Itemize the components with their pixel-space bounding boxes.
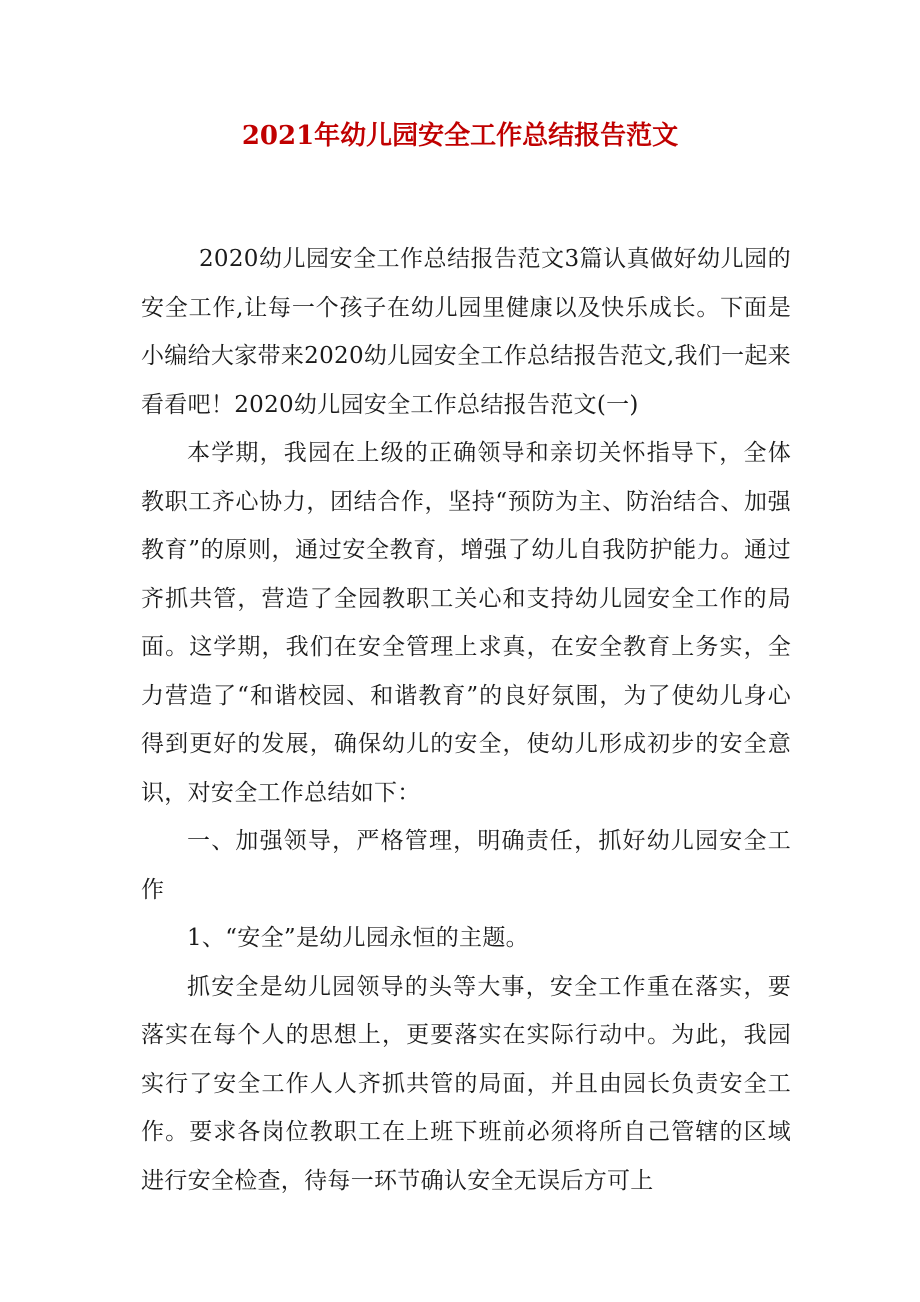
paragraph-intro: 2020幼儿园安全工作总结报告范文3篇认真做好幼儿园的安全工作,让每一个孩子在幼儿园里健康以及快乐成长。下面是小编给大家带来2020幼儿园安全工作总结报告范文,我们一起来看看吧！2020幼儿园安全工作总结报告范文(一) xyxy=(141,246,791,418)
document-body xyxy=(141,235,791,1205)
subsection-heading-1: 1、“安全”是幼儿园永恒的主题。 xyxy=(187,925,529,951)
section-heading-1: 一、加强领导，严格管理，明确责任，抓好幼儿园安全工作 xyxy=(141,828,791,903)
paragraph-safety-management: 抓安全是幼儿园领导的头等大事，安全工作重在落实，要落实在每个人的思想上，更要落实在实际行动中。为此，我园实行了安全工作人人齐抓共管的局面，并且由园长负责安全工作。要求各岗位教职工在上班下班前必须将所自己管辖的区域进行安全检查，待每一环节确认安全无误后方可上 xyxy=(141,973,791,1194)
paragraph-overview: 本学期，我园在上级的正确领导和亲切关怀指导下，全体教职工齐心协力，团结合作，坚持“预防为主、防治结合、加强教育”的原则，通过安全教育，增强了幼儿自我防护能力。通过齐抓共管，营造了全园教职工关心和支持幼儿园安全工作的局面。这学期，我们在安全管理上求真，在安全教育上务实，全力营造了“和谐校园、和谐教育”的良好氛围，为了使幼儿身心得到更好的发展，确保幼儿的安全，使幼儿形成初步的安全意识，对安全工作总结如下： xyxy=(141,440,791,806)
document-title: 2021年幼儿园安全工作总结报告范文 xyxy=(241,121,679,151)
